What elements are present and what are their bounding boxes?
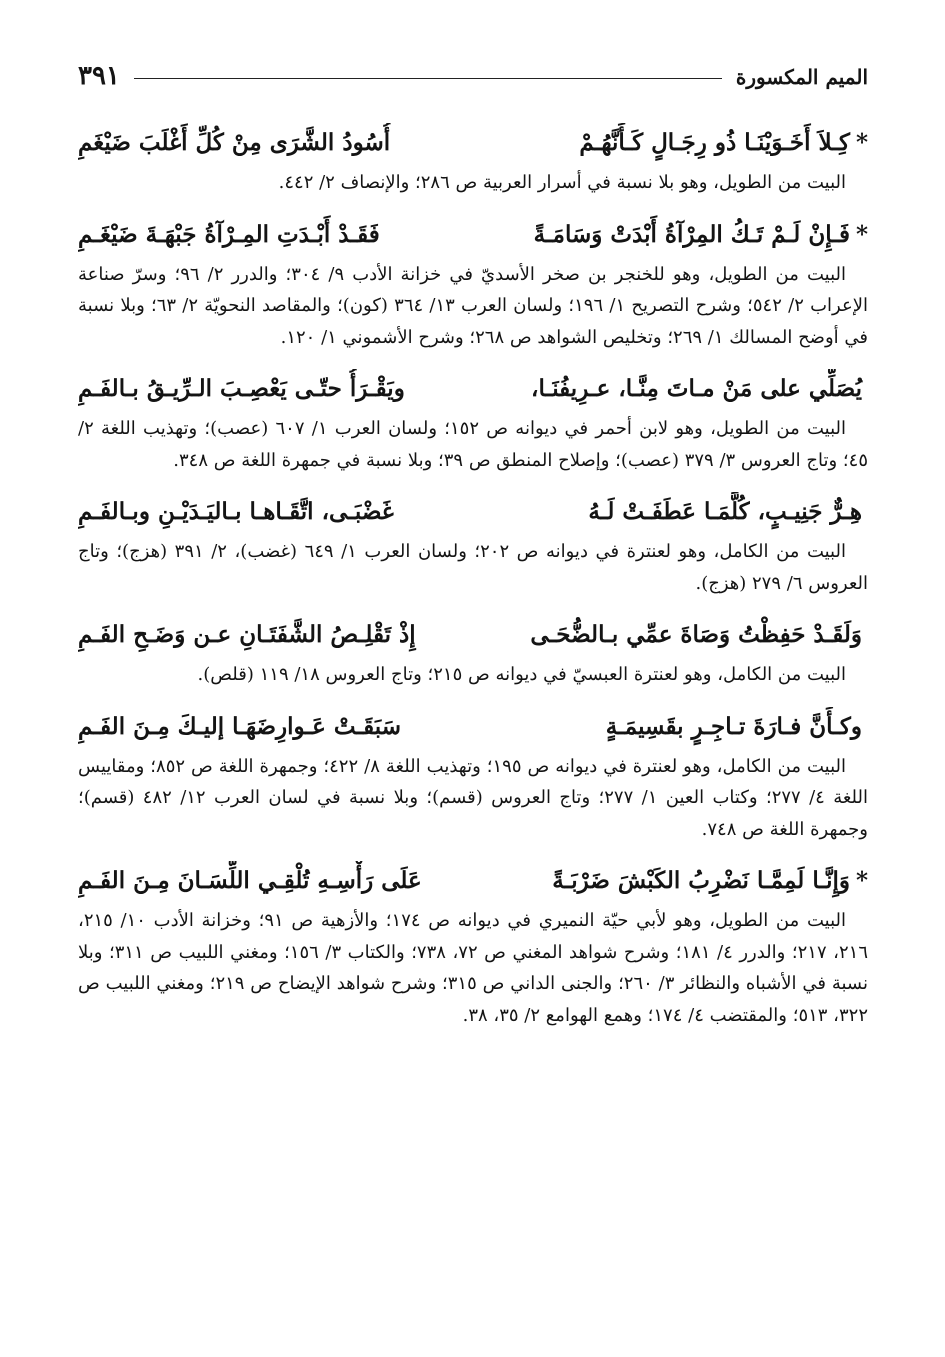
- first-hemistich: [531, 369, 868, 409]
- page-number: ٣٩١: [78, 61, 120, 91]
- running-title: الميم المكسورة: [735, 65, 868, 89]
- first-hemistich-text: كِـلاَ أَخَـوَيْنَـا ذُو رِجَـالٍ كَـأَنَّهُـمْ: [579, 129, 850, 156]
- first-hemistich-text: وَلَقَـدْ حَفِظْتُ وَصَاةَ عمِّي بـالضُّحَـى: [530, 621, 862, 648]
- verse-note: البيت من الطويل، وهو لابن أحمر في ديوانه ص ١٥٢؛ ولسان العرب ١/ ٦٠٧ (عصب)؛ وتهذيب اللغة ٢/ ٤٥؛ وتاج العروس ٣/ ٣٧٩ (عصب)؛ وإصلاح المنطق ص ٣٩؛ وبلا نسبة في جمهرة اللغة ص ٣٤٨.: [78, 418, 868, 471]
- book-page: [78, 55, 868, 1031]
- verse-entry: [78, 492, 868, 599]
- first-hemistich: [534, 215, 868, 255]
- verse-entry: [78, 369, 868, 476]
- verse-entry: [78, 707, 868, 846]
- second-hemistich: ويَقْـرَأُ حتّـى يَعْصِـبَ الـرِّيـقُ بـالفَـمِ: [78, 375, 405, 402]
- first-hemistich-text: وكـأَنَّ فـارَةَ تـاجِـرٍ بقَسِيمَـةٍ: [605, 712, 862, 740]
- verse-entry: [78, 215, 868, 354]
- verse-note: البيت من الكامل، وهو لعنترة في ديوانه ص ٢٠٢؛ ولسان العرب ١/ ٦٤٩ (غضب)، ٢/ ٣٩١ (هزج)؛ وتاج العروس ٦/ ٢٧٩ (هزج).: [78, 541, 868, 594]
- first-hemistich-text: وَإِنَّـا لَمِمَّـا نَضْرِبُ الكَبْشَ ضَرْبَـةً: [552, 867, 850, 894]
- first-hemistich: [530, 615, 868, 655]
- verse-marker: *: [855, 220, 868, 248]
- verse-line: [78, 123, 868, 165]
- verse-line: [78, 492, 868, 534]
- first-hemistich-text: يُصَلِّي على مَنْ مـاتَ مِنَّـا، عـرِيفُنَـا،: [531, 375, 862, 402]
- verse-note: البيت من الطويل، وهو بلا نسبة في أسرار العربية ص ٢٨٦؛ والإنصاف ٢/ ٤٤٢.: [278, 172, 846, 193]
- first-hemistich: [552, 861, 868, 901]
- verse-line: [78, 861, 868, 903]
- first-hemistich: [606, 707, 868, 747]
- first-hemistich: [588, 492, 868, 532]
- first-hemistich: [579, 123, 868, 163]
- first-hemistich-text: هِـرٌّ جَنِيـبٍ، كُلَّمَـا عَطَفَـتْ لَـهُ: [588, 498, 862, 525]
- verse-note: البيت من الطويل، وهو لأبي حيّة النميري في ديوانه ص ١٧٤؛ والأزهية ص ٩١؛ وخزانة الأدب ١٠/ ٢١٥، ٢١٦، ٢١٧؛ والدرر ٤/ ١٨١؛ وشرح شواهد المغني ص ٧٢، ٧٣٨؛ والكتاب ٣/ ١٥٦؛ ومغني اللبيب ص ٣١١؛ وبلا نسبة في الأشباه والنظائر ٣/ ٢٦٠؛ والجنى الداني ص ٣١٥؛ وشرح شواهد الإيضاح ص ٢١٩؛ ومغني اللبيب ص ٣٢٢، ٥١٣؛ والمقتضب ٤/ ١٧٤؛ وهمع الهوامع ٢/ ٣٥، ٣٨.: [78, 910, 869, 1026]
- first-hemistich-text: فَـإِنْ لَـمْ تَـكُ المِرْآةُ أَبْدَتْ وَسَامَـةً: [533, 220, 850, 248]
- verse-note: البيت من الكامل، وهو لعنترة في ديوانه ص ١٩٥؛ وتهذيب اللغة ٨/ ٤٢٢؛ وجمهرة اللغة ص ٨٥٢؛ ومقاييس اللغة ٤/ ٢٧٧؛ وكتاب العين ١/ ٢٧٧؛ وتاج العروس (قسم)؛ وبلا نسبة في لسان العرب ١٢/ ٤٨٢ (قسم)؛ وجمهرة اللغة ص ٧٤٨.: [78, 755, 868, 840]
- verse-entry: [78, 861, 868, 1031]
- header-rule: [134, 78, 722, 79]
- verse-line: [78, 707, 868, 749]
- second-hemistich: فَقَـدْ أَبْـدَتِ المِـرْآةُ جَبْهَـةَ ضَيْغَـمِ: [78, 220, 380, 248]
- verse-line: [78, 615, 868, 657]
- second-hemistich: عَلَى رَأْسِـهِ تُلْقِـي اللِّسَـانَ مِـنَ الفَـمِ: [78, 867, 422, 894]
- verse-marker: *: [855, 129, 868, 156]
- page-header: [78, 55, 868, 97]
- verse-note: البيت من الكامل، وهو لعنترة العبسيّ في ديوانه ص ٢١٥؛ وتاج العروس ١٨/ ١١٩ (قلص).: [197, 664, 846, 685]
- verse-entry: [78, 123, 868, 199]
- second-hemistich: غَضْبَـى، اتَّقَـاهـا بـاليَـدَيْـنِ وبـالفَـمِ: [78, 498, 394, 525]
- second-hemistich: إِذْ تَقْلِـصُ الشَّفَتَـانِ عـن وَضَـحِ الفَـمِ: [78, 621, 416, 648]
- verse-marker: *: [855, 867, 868, 894]
- second-hemistich: أُسُودُ الشَّرَى مِنْ كُلِّ أَغْلَبَ ضَيْغَمِ: [78, 129, 391, 156]
- verse-entry: [78, 615, 868, 691]
- verse-note: البيت من الطويل، وهو للخنجر بن صخر الأسديّ في خزانة الأدب ٩/ ٣٠٤؛ والدرر ٢/ ٩٦؛ وسرّ صناعة الإعراب ٢/ ٥٤٢؛ وشرح التصريح ١/ ١٩٦؛ ولسان العرب ١٣/ ٣٦٤ (كون)؛ والمقاصد النحويّة ٢/ ٦٣؛ وبلا نسبة في أوضح المسالك ١/ ٢٦٩؛ وتخليص الشواهد ص ٢٦٨؛ وشرح الأشموني ١/ ١٢٠.: [78, 263, 868, 348]
- verse-line: [78, 215, 868, 257]
- second-hemistich: سَبَقَـتْ عَـوارِضَهَـا إليـكَ مِـنَ الفَـمِ: [78, 712, 402, 740]
- verse-line: [78, 369, 868, 411]
